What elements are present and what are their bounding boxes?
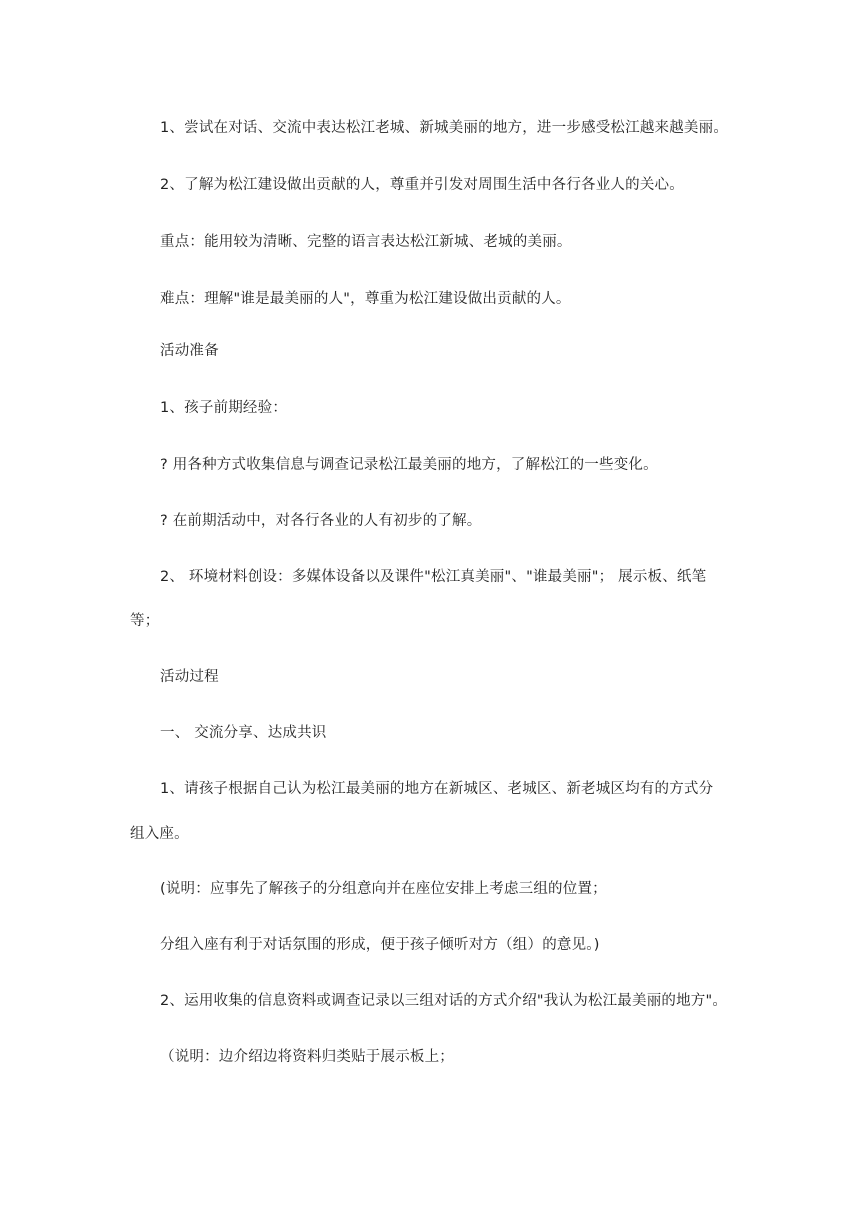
section-heading-process: 活动过程 <box>160 669 219 685</box>
preparation-item-2: 2、 环境材料创设：多媒体设备以及课件"松江真美丽"、"谁最美丽"； 展示板、纸笔 <box>160 569 707 585</box>
process-item-1: 1、请孩子根据自己认为松江最美丽的地方在新城区、老城区、新老城区均有的方式分 <box>160 781 714 797</box>
note-1: (说明：应事先了解孩子的分组意向并在座位安排上考虑三组的位置； <box>160 881 607 897</box>
process-item-1-continued: 组入座。 <box>130 826 189 842</box>
section-heading-preparation: 活动准备 <box>160 343 219 359</box>
preparation-item-1: 1、孩子前期经验： <box>160 400 288 416</box>
note-2: （说明：边介绍边将资料归类贴于展示板上； <box>160 1049 454 1065</box>
process-item-2: 2、运用收集的信息资料或调查记录以三组对话的方式介绍"我认为松江最美丽的地方"。 <box>160 993 728 1009</box>
note-1-continued: 分组入座有利于对话氛围的形成，便于孩子倾听对方（组）的意见。) <box>160 937 600 953</box>
goal-1: 1、尝试在对话、交流中表达松江老城、新城美丽的地方，进一步感受松江越来越美丽。 <box>160 120 729 136</box>
bullet-item-1: ? 用各种方式收集信息与调查记录松江最美丽的地方，了解松江的一些变化。 <box>160 457 658 473</box>
goal-2: 2、了解为松江建设做出贡献的人，尊重并引发对周围生活中各行各业人的关心。 <box>160 177 684 193</box>
process-step-1-heading: 一、 交流分享、达成共识 <box>160 725 327 741</box>
preparation-item-2-continued: 等； <box>130 613 160 629</box>
key-point: 重点：能用较为清晰、完整的语言表达松江新城、老城的美丽。 <box>160 234 572 250</box>
bullet-item-2: ? 在前期活动中，对各行各业的人有初步的了解。 <box>160 513 482 529</box>
difficult-point: 难点：理解"谁是最美丽的人"，尊重为松江建设做出贡献的人。 <box>160 291 571 307</box>
